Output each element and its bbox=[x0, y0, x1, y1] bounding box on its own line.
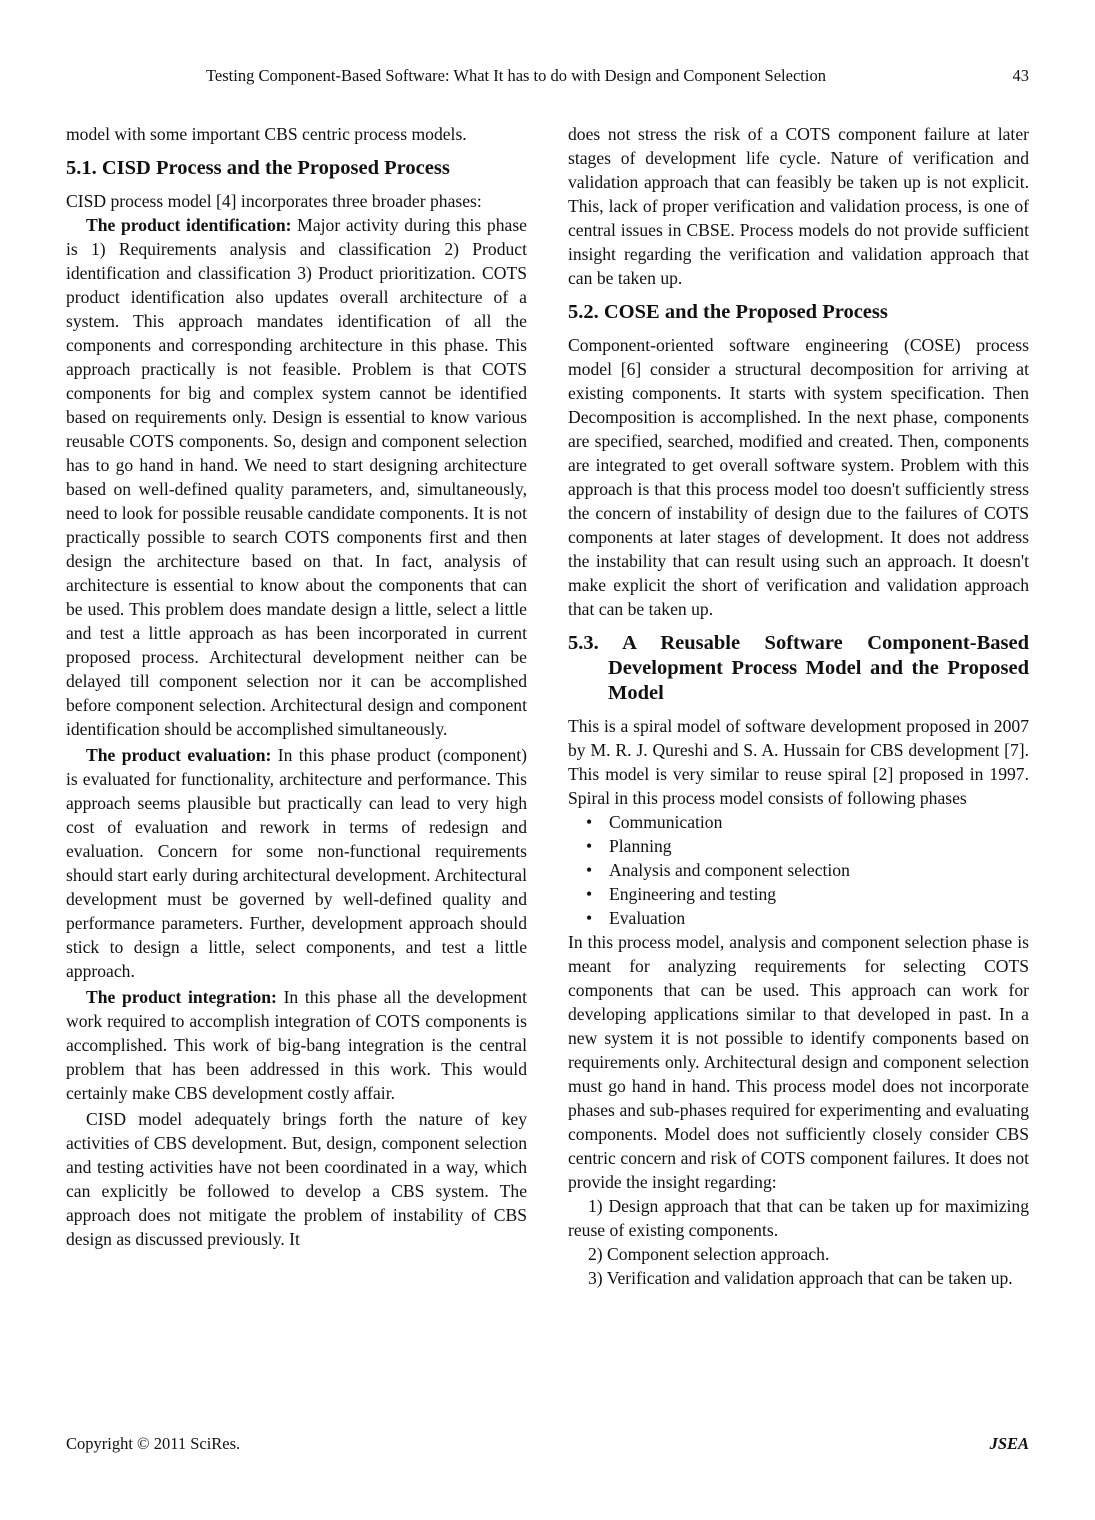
section-5-3-paragraph-1: This is a spiral model of software development proposed in 2007 by M. R. J. Qureshi and S. A. Hussain for CBS development [7]. This model is very similar to reuse spiral [2] proposed in 1997. Spiral in this process model consists of following phases bbox=[568, 716, 1029, 808]
integration-lead: The product integration: bbox=[86, 987, 277, 1007]
left-column bbox=[66, 122, 527, 1251]
bullet-icon: • bbox=[586, 884, 593, 904]
identification-paragraph bbox=[66, 213, 527, 741]
section-5-2-paragraph: Component-oriented software engineering (COSE) process model [6] consider a structural decomposition for arriving at existing components. It starts with system specification. Then Decomposition is accomplished. In the next phase, components are specified, searched, modified and created. Then, components are integrated to get overall software system. Problem with this approach is that this process model too doesn't sufficiently stress the concern of instability of design due to the failures of COTS components at later stages of development. It does not address the instability that can result using such an approach. It doesn't make explicit the short of verification and validation approach that can be taken up. bbox=[568, 335, 1029, 619]
evaluation-paragraph bbox=[66, 743, 527, 983]
list-item: • Planning bbox=[586, 836, 672, 856]
integration-paragraph bbox=[66, 985, 527, 1105]
right-column bbox=[568, 122, 1029, 1290]
list-item: • Engineering and testing bbox=[586, 884, 777, 904]
numbered-item-3: 3) Verification and validation approach that can be taken up. bbox=[588, 1268, 1013, 1288]
evaluation-text: In this phase product (component) is evaluated for functionality, architecture and performance. This approach seems plausible but practically can lead to very high cost of evaluation and rework in terms of redesign and evaluation. Concern for some non-functional requirements should start early during architectural development. Architectural development must be governed by well-defined quality and performance parameters. Further, development approach should stick to design a little, select components, and test a little approach. bbox=[66, 745, 527, 981]
copyright-notice: Copyright © 2011 SciRes. bbox=[66, 1434, 241, 1453]
numbered-item-2: 2) Component selection approach. bbox=[588, 1244, 830, 1264]
section-5-1-heading: 5.1. CISD Process and the Proposed Process bbox=[66, 157, 450, 179]
integration-text: In this phase all the development work required to accomplish integration of COTS components is accomplished. This work of big-bang integration is the central problem that has been addressed in this work. This would certainly make CBS development costly affair. bbox=[66, 987, 527, 1103]
list-item: • Analysis and component selection bbox=[586, 860, 850, 880]
intro-line: model with some important CBS centric process models. bbox=[66, 124, 467, 144]
bullet-icon: • bbox=[586, 836, 593, 856]
section-5-3-heading: 5.3. A Reusable Software Component-Based Development Process Model and the Proposed Model bbox=[568, 632, 1029, 704]
journal-abbreviation: JSEA bbox=[989, 1434, 1029, 1453]
bullet-icon: • bbox=[586, 860, 593, 880]
section-5-2-heading: 5.2. COSE and the Proposed Process bbox=[568, 301, 888, 323]
phase-list bbox=[568, 810, 1029, 930]
list-item: • Evaluation bbox=[586, 908, 686, 928]
bullet-icon: • bbox=[586, 908, 593, 928]
identification-lead: The product identification: bbox=[86, 215, 292, 235]
page-number: 43 bbox=[1012, 66, 1029, 85]
continued-paragraph: does not stress the risk of a COTS component failure at later stages of development life cycle. Nature of verification and validation approach that can feasibly be taken up is not explicit. This, lack of proper verification and validation process, is one of central issues in CBSE. Process models do not provide sufficient insight regarding the verification and validation approach that can be taken up. bbox=[568, 124, 1029, 288]
identification-text: Major activity during this phase is 1) Requirements analysis and classification 2) Product identification and classification 3) Product prioritization. COTS product identification also updates overall architecture of a system. This approach mandates identification of all the components and corresponding architecture in this phase. This approach practically is not feasible. Problem is that COTS components for big and complex system cannot be identified based on requirements only. Design is essential to know various reusable COTS components. So, design and component selection has to go hand in hand. We need to start designing architecture based on well-defined quality parameters, and, simultaneously, need to look for possible reusable candidate components. It is not practically possible to search COTS components first and then design the architecture based on that. In fact, analysis of architecture is essential to know about the components that can be used. This problem does mandate design a little, select a little and test a little approach as has been incorporated in current proposed process. Architectural development neither can be delayed till component selection nor it can be accomplished before component selection. Architectural design and component identification should be accomplished simultaneously. bbox=[66, 215, 527, 739]
running-title: Testing Component-Based Software: What It has to do with Design and Component Selection bbox=[206, 66, 826, 85]
bullet-icon: • bbox=[586, 812, 593, 832]
running-head bbox=[66, 64, 1029, 88]
section-5-1-paragraph: CISD process model [4] incorporates three broader phases: bbox=[66, 191, 482, 211]
section-5-3-paragraph-2: In this process model, analysis and component selection phase is meant for analyzing requirements for selecting COTS components that can be used. This approach can work for developing applications similar to that developed in past. In a new system it is not possible to identify components based on requirements only. Architectural design and component selection must go hand in hand. This process model does not incorporate phases and sub-phases required for experimenting and evaluating components. Model does not sufficiently closely consider CBS centric concern and risk of COTS component failures. It does not provide the insight regarding: bbox=[568, 932, 1029, 1192]
list-item: • Communication bbox=[586, 812, 723, 832]
numbered-item-1: 1) Design approach that that can be taken up for maximizing reuse of existing components. bbox=[568, 1196, 1029, 1240]
cisd-closing-paragraph: CISD model adequately brings forth the nature of key activities of CBS development. But, design, component selection and testing activities have not been coordinated in a way, which can explicitly be followed to develop a CBS system. The approach does not mitigate the problem of instability of CBS design as discussed previously. It bbox=[66, 1109, 527, 1249]
evaluation-lead: The product evaluation: bbox=[86, 745, 272, 765]
